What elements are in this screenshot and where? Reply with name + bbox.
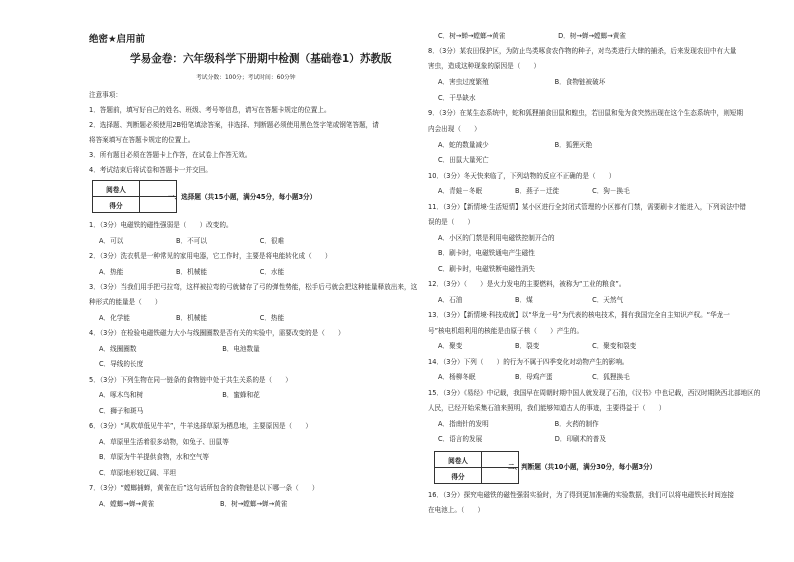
option-line: A．啄木鸟和树 B．蜜蜂和花 bbox=[99, 391, 260, 399]
note-item: 将答案填写在答题卡规定的位置上。 bbox=[89, 136, 195, 144]
question-line: 16．（3分）探究电磁铁的磁性强弱实验时，为了得到更加准确的实验数据，我们可以将电磁铁长时间连接 bbox=[428, 491, 735, 499]
option-line: C．狮子和斑马 bbox=[99, 407, 144, 415]
option-line: C．语言的发展 D．印刷术的普及 bbox=[438, 435, 606, 443]
option-line: A．线圈圈数 B．电池数量 bbox=[99, 345, 260, 353]
question-line: 人民，已经开始采集石油来照明，我们能够知道古人的事迹，主要得益于（ ） bbox=[428, 404, 666, 412]
option-line: A．石油 B．煤 C．天然气 bbox=[438, 296, 624, 304]
question-line: 在电池上。（ ） bbox=[428, 506, 485, 514]
option-line: C．刷卡时，电磁铁断电磁性消失 bbox=[438, 265, 535, 273]
option-line: A．蛇的数量减少 B．狐狸灭绝 bbox=[438, 141, 593, 149]
question-line: 号”核电机组利用的核能是由原子核（ ）产生的。 bbox=[428, 327, 584, 335]
question-line: 9．（3分）在某生态系统中，蛇和狐狸捕食田鼠和蝗虫，若田鼠和兔为食突然出现在这个生态系统中，则短期 bbox=[428, 109, 743, 117]
note-item: 2．选择题、判断题必须使用2B铅笔填涂答案，非选择、判断题必须使用黑色签字笔或钢笔答题，请 bbox=[89, 121, 379, 129]
question-line: 3．（3分）当我们用手把弓拉弯，这样被拉弯的弓就储存了弓的弹性势能，松手后弓就会把这种能量释放出来，这 bbox=[89, 283, 418, 291]
question-line: 7．（3分）“螳螂捕蝉，黄雀在后”这句话所包含的食物链是以下哪一条（ ） bbox=[89, 484, 319, 492]
option-line: A．草原里生活着很多动物，如兔子、田鼠等 bbox=[99, 438, 229, 446]
question-line: 4．（3分）在检验电磁铁磁力大小与线圈圈数是否有关的实验中，需要改变的是（ ） bbox=[89, 329, 345, 337]
option-line: C．导线的长度 bbox=[99, 360, 144, 368]
question-line: 种形式的能量是（ ） bbox=[89, 298, 162, 306]
question-line: 15．（3分）《易经》中记载，我国早在周朝时期中国人就发现了石油，《汉书》中也记载，西汉时期陕西北部地区的 bbox=[428, 389, 761, 397]
question-line: 13．（3分）【新情境·科技成就】以“华龙一号”为代表的核电技术，拥有我国完全自主知识产权。“华龙一 bbox=[428, 311, 730, 319]
question-line: 害虫，造成这种现象的原因是（ ） bbox=[428, 62, 541, 70]
question-line: 误的是（ ） bbox=[428, 218, 475, 226]
question-line: 5．（3分）下列生物在同一链条的食物链中处于共生关系的是（ ） bbox=[89, 376, 292, 384]
score-box bbox=[92, 180, 177, 213]
option-line: A．化学能 B．机械能 C．热能 bbox=[99, 314, 285, 322]
question-line: 1．（3分）电磁铁的磁性强弱是（ ）改变的。 bbox=[89, 221, 233, 229]
question-line: 2．（3分）洗衣机是一种常见的家用电器，它工作时，主要是将电能转化成（ ） bbox=[89, 252, 332, 260]
option-line: A．指南针的发明 B．火药的制作 bbox=[438, 420, 599, 428]
section-one-heading: 一、选择题（共15小题，满分45分，每小题3分） bbox=[168, 193, 317, 201]
option-line: C．草原地形较辽阔、平坦 bbox=[99, 469, 177, 477]
reviewer-label: 阅卷人 bbox=[435, 452, 482, 468]
section-two-heading: 二、判断题（共10小题，满分30分，每小题3分） bbox=[508, 463, 657, 471]
score-label: 得分 bbox=[435, 468, 482, 484]
note-item: 3．所有题目必须在答题卡上作答，在试卷上作答无效。 bbox=[89, 151, 252, 159]
question-line: 10．（3分）冬天快来临了，下列动物的反应不正确的是（ ） bbox=[428, 172, 616, 180]
exam-meta: 考试分数：100分；考试时间：60分钟 bbox=[196, 75, 296, 81]
question-line: 14．（3分）下列（ ）的行为不属于四季变化对动物产生的影响。 bbox=[428, 358, 629, 366]
exam-title: 学易金卷：六年级科学下册期中检测（基础卷1）苏教版 bbox=[130, 53, 392, 65]
right-page bbox=[414, 0, 784, 562]
option-line: A．聚变 B．裂变 C．聚变和裂变 bbox=[438, 342, 637, 350]
option-line: B．刷卡时，电磁铁通电产生磁性 bbox=[438, 249, 535, 257]
option-line: C．干旱缺水 bbox=[438, 94, 476, 102]
score-box-2 bbox=[434, 451, 519, 484]
note-item: 1．答题前，填写好自己的姓名、班级、考号等信息，请写在答题卡规定的位置上。 bbox=[89, 106, 331, 114]
reviewer-label: 阅卷人 bbox=[93, 181, 140, 197]
option-line: A．青蛙－冬眠 B．燕子－迁徙 C．狗－换毛 bbox=[438, 187, 630, 195]
notes-heading: 注意事项： bbox=[89, 91, 122, 99]
note-item: 4．考试结束后将试卷和答题卡一并交回。 bbox=[89, 166, 212, 174]
option-line: B．草原为牛羊提供食物，水和空气等 bbox=[99, 453, 210, 461]
question-line: 11．（3分）【新情境·生活短情】某小区进行全封闭式管理的小区都有门禁，需要刷卡才能进入，下列说法中错 bbox=[428, 203, 746, 211]
option-line: A．可以 B．不可以 C．很难 bbox=[99, 237, 285, 245]
question-line: 8．（3分）某农田保护区，为防止鸟类啄食农作物的种子，对鸟类进行大肆的捕杀，后来发现农田中有大量 bbox=[428, 47, 737, 55]
option-line: A．小区的门禁是利用电磁铁控制开合的 bbox=[438, 234, 555, 242]
question-line: 12．（3分）（ ）是火力发电的主要燃料，被称为“工业的粮食”。 bbox=[428, 280, 626, 288]
question-line: 内会出现（ ） bbox=[428, 125, 481, 133]
option-line: C．树→蝉→螳螂→黄雀 D．树→蝉→螳螂→黄雀 bbox=[438, 32, 626, 40]
confidential-label: 绝密★启用前 bbox=[89, 34, 146, 45]
option-line: A．杨柳冬眠 B．母鸡产蛋 C．狐狸换毛 bbox=[438, 373, 630, 381]
question-line: 6．（3分）“风吹草低见牛羊”，牛羊选择草原为栖息地，主要原因是（ ） bbox=[89, 422, 312, 430]
option-line: A．螳螂→蝉→黄雀 B．树→螳螂→蝉→黄雀 bbox=[99, 500, 288, 508]
score-label: 得分 bbox=[93, 197, 140, 213]
option-line: A．热能 B．机械能 C．水能 bbox=[99, 268, 285, 276]
option-line: A．害虫过度繁殖 B．食物链被破坏 bbox=[438, 78, 606, 86]
option-line: C．田鼠大量死亡 bbox=[438, 156, 489, 164]
